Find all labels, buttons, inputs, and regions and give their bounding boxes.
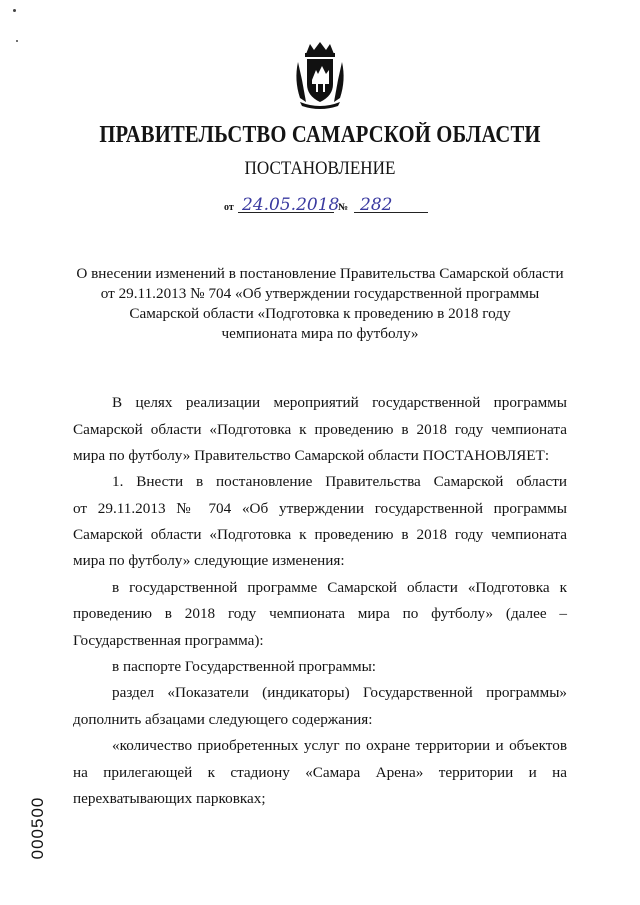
body-line: на прилегающей к стадиону «Самара Арена» территории и на <box>73 764 567 781</box>
body-line: мира по футболу» следующие изменения: <box>73 552 345 569</box>
date-handwritten: 24.05.2018 <box>242 195 340 215</box>
number-prefix: № <box>338 202 349 213</box>
date-prefix: от <box>224 202 234 213</box>
scan-speck <box>13 9 16 12</box>
scan-speck <box>16 40 18 42</box>
archive-number <box>22 790 52 870</box>
subject-line: от 29.11.2013 № 704 «Об утверждении государственной программы <box>100 285 540 302</box>
body-line: 1. Внести в постановление Правительства Самарской области <box>112 473 567 490</box>
body-line: «количество приобретенных услуг по охране территории и объектов <box>112 737 567 754</box>
body-line: дополнить абзацами следующего содержания: <box>73 711 373 728</box>
body-line: в паспорте Государственной программы: <box>112 658 377 675</box>
body-line: перехватывающих парковках; <box>73 790 266 807</box>
subject-line: чемпионата мира по футболу» <box>221 325 419 342</box>
body-line: проведению в 2018 году чемпионата мира по футболу» (далее – <box>73 605 567 622</box>
body-line: от 29.11.2013 № 704 «Об утверждении государственной программы <box>73 500 567 517</box>
subject-line: О внесении изменений в постановление Правительства Самарской области <box>76 265 564 282</box>
body-line: в государственной программе Самарской области «Подготовка к <box>112 579 567 596</box>
archive-number-text: 000500 <box>28 796 47 860</box>
body-line: Государственная программа): <box>73 632 264 649</box>
number-handwritten: 282 <box>360 195 393 215</box>
body-line: В целях реализации мероприятий государственной программы <box>112 394 567 411</box>
body-line: мира по футболу» Правительство Самарской области ПОСТАНОВЛЯЕТ: <box>73 447 550 464</box>
document-subject <box>60 264 580 344</box>
body-line: Самарской области «Подготовка к проведению в 2018 году чемпионата <box>73 421 567 438</box>
body-line: Самарской области «Подготовка к проведению в 2018 году чемпионата <box>73 526 567 543</box>
body-line: раздел «Показатели (индикаторы) Государственной программы» <box>112 684 567 701</box>
government-title: ПРАВИТЕЛЬСТВО САМАРСКОЙ ОБЛАСТИ <box>99 122 541 148</box>
coat-of-arms-emblem <box>292 40 348 110</box>
date-number-line <box>224 195 444 219</box>
subject-line: Самарской области «Подготовка к проведению в 2018 году <box>129 305 511 322</box>
document-type: ПОСТАНОВЛЕНИЕ <box>244 158 396 179</box>
